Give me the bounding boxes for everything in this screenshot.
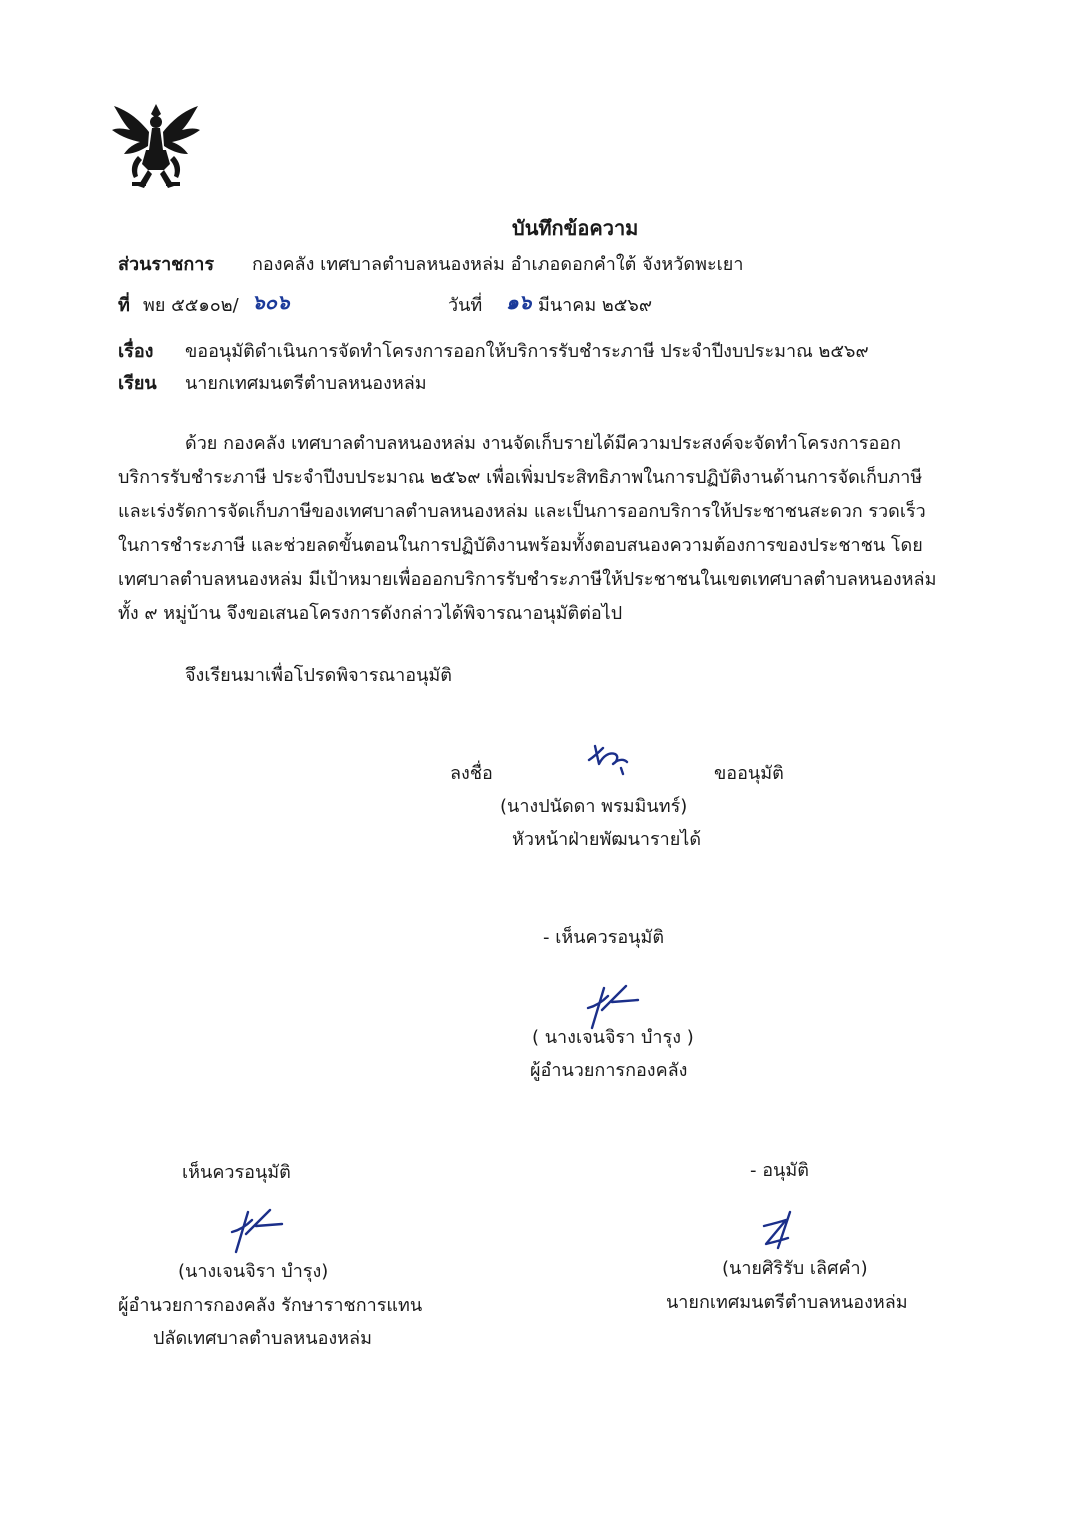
- date-month-year: มีนาคม ๒๕๖๙: [538, 295, 653, 316]
- requester-signature: [585, 738, 635, 778]
- ref-label: ที่: [118, 295, 130, 316]
- request-text: ขออนุมัติ: [714, 763, 784, 784]
- acting-clerk-signature: [226, 1204, 286, 1256]
- mayor-position: นายกเทศมนตรีตำบลหนองหล่ม: [666, 1292, 908, 1313]
- director-opinion: - เห็นควรอนุมัติ: [543, 927, 665, 948]
- body-line: และเร่งรัดการจัดเก็บภาษีของเทศบาลตำบลหนองหล่ม และเป็นการออกบริการให้ประชาชนสะดวก รวดเร็ว: [118, 501, 926, 522]
- requester-name: (นางปนัดดา พรมมินทร์): [500, 796, 688, 817]
- to-value: นายกเทศมนตรีตำบลหนองหล่ม: [185, 373, 427, 394]
- mayor-opinion: - อนุมัติ: [750, 1160, 809, 1181]
- acting-clerk-opinion: เห็นควรอนุมัติ: [182, 1162, 291, 1183]
- mayor-signature: [756, 1204, 806, 1254]
- subject-label: เรื่อง: [118, 341, 154, 362]
- body-line: บริการรับชำระภาษี ประจำปีงบประมาณ ๒๕๖๙ เพื่อเพิ่มประสิทธิภาพในการปฏิบัติงานด้านการจัดเก็บภาษี: [118, 467, 923, 488]
- garuda-emblem-icon: [108, 98, 204, 194]
- to-label: เรียน: [118, 373, 157, 394]
- body-line: ด้วย กองคลัง เทศบาลตำบลหนองหล่ม งานจัดเก็บรายได้มีความประสงค์จะจัดทำโครงการออก: [185, 433, 901, 454]
- body-line: ในการชำระภาษี และช่วยลดขั้นตอนในการปฏิบัติงานพร้อมทั้งตอบสนองความต้องการของประชาชน โดย: [118, 535, 923, 556]
- director-position: ผู้อำนวยการกองคลัง: [530, 1060, 688, 1081]
- sign-label: ลงชื่อ: [450, 763, 493, 784]
- acting-clerk-position: ผู้อำนวยการกองคลัง รักษาราชการแทน: [118, 1295, 423, 1316]
- agency-label: ส่วนราชการ: [118, 254, 215, 275]
- subject-value: ขออนุมัติดำเนินการจัดทำโครงการออกให้บริการรับชำระภาษี ประจำปีงบประมาณ ๒๕๖๙: [185, 341, 869, 362]
- body-line: ทั้ง ๙ หมู่บ้าน จึงขอเสนอโครงการดังกล่าวได้พิจารณาอนุมัติต่อไป: [118, 603, 623, 624]
- closing-line: จึงเรียนมาเพื่อโปรดพิจารณาอนุมัติ: [185, 665, 452, 686]
- ref-number-handwritten: ๖๐๖: [252, 290, 290, 314]
- date-label: วันที่: [448, 295, 483, 316]
- ref-prefix: พย ๕๕๑๐๒/: [143, 295, 239, 316]
- date-day-handwritten: ๑๖: [506, 290, 532, 314]
- memo-title: บันทึกข้อความ: [512, 216, 639, 240]
- director-name: ( นางเจนจิรา บำรุง ): [532, 1027, 694, 1048]
- acting-clerk-position-2: ปลัดเทศบาลตำบลหนองหล่ม: [153, 1328, 372, 1349]
- mayor-name: (นายศิริรับ เลิศคำ): [722, 1258, 868, 1279]
- body-line: เทศบาลตำบลหนองหล่ม มีเป้าหมายเพื่อออกบริการรับชำระภาษีให้ประชาชนในเขตเทศบาลตำบลหนองหล่ม: [118, 569, 937, 590]
- requester-position: หัวหน้าฝ่ายพัฒนารายได้: [512, 829, 702, 850]
- acting-clerk-name: (นางเจนจิรา บำรุง): [178, 1261, 329, 1282]
- agency-value: กองคลัง เทศบาลตำบลหนองหล่ม อำเภอดอกคำใต้ จังหวัดพะเยา: [252, 254, 744, 275]
